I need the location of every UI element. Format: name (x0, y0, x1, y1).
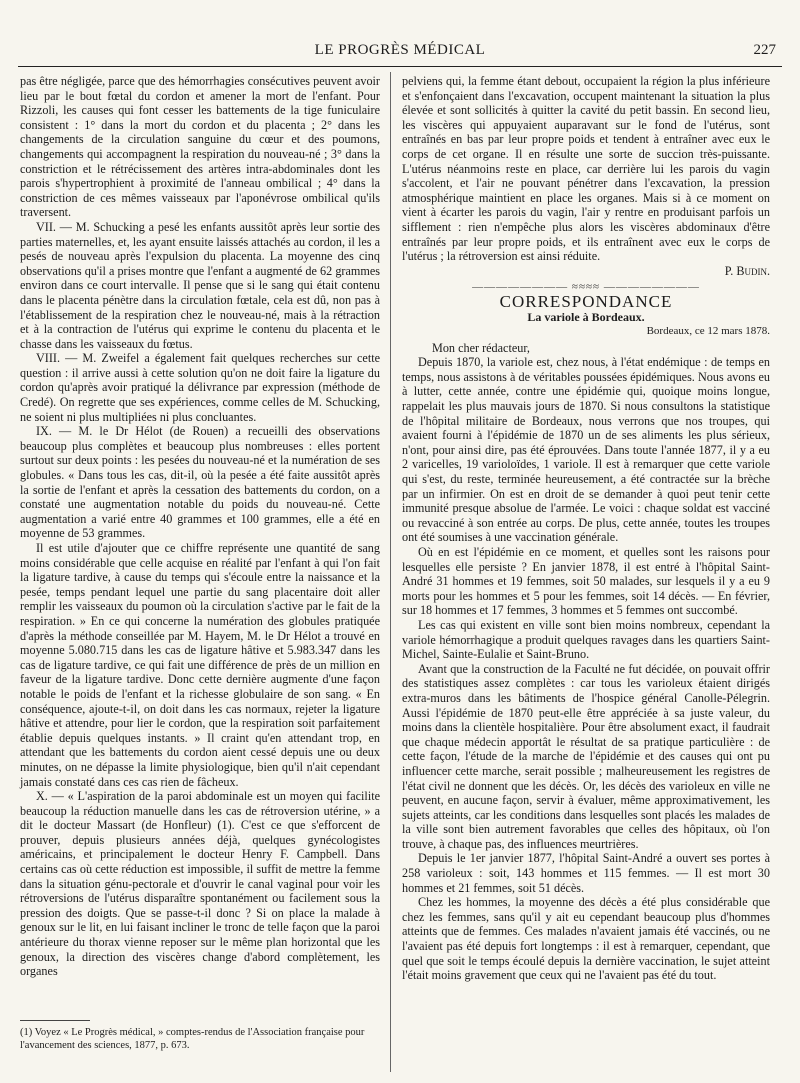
column-divider (390, 72, 391, 1072)
letter-paragraph: Les cas qui existent en ville sont bien moins nombreux, cependant la variole hémorrhagique a produit quelques ravages dans les quartiers Saint-Michel, Sainte-Eulalie et Saint-Bruno. (402, 617, 770, 662)
right-column (402, 74, 770, 983)
letter-paragraph: Où en est l'épidémie en ce moment, et quelles sont les raisons pour lesquelles elle persiste ? En janvier 1878, il est entré à l'hôpital Saint-André 31 hommes et 19 femmes, soit 50 malades, sur lesquels il y a eu 9 morts pour les hommes et 5 pour les femmes, soit 14 décès. — En février, sur 18 hommes et 17 femmes, 3 hommes et 5 femmes ont succombé. (402, 545, 770, 618)
paragraph-x: X. — « L'aspiration de la paroi abdominale est un moyen qui facilite beaucoup la réduction manuelle dans les cas de rétroversion utérine, » a dit le docteur Massart (de Honfleur) (1). C'est ce que s'efforcent de prouver, depuis plusieurs années déjà, quelques gynécologistes américains, et principalement le docteur Henry F. Campbell. Dans certains cas où cette réduction est impossible, il suffit de mettre la femme dans la situation génu-pectorale et d'ouvrir le canal vaginal pour voir les rétroversions de l'utérus disparaître spontanément ou facilement sous la pression des doigts. Que se passe-t-il donc ? Si on place la malade à genoux sur le lit, en lui faisant incliner le tronc de telle façon que la paroi antérieure du thorax vienne reposer sur le même plan horizontal que les genoux, la direction des viscères change d'abord complètement, les organes (20, 789, 380, 979)
section-title: CORRESPONDANCE (499, 291, 673, 311)
letter-paragraph: Chez les hommes, la moyenne des décès a été plus considérable que chez les femmes, sans qu'il y ait eu cependant beaucoup plus d'hommes atteints que de femmes. Ces malades n'avaient jamais été vaccinés, ou ne l'avaient pas été depuis fort longtemps : il est à remarquer, cependant, que quel que soit le temps écoulé depuis la dernière vaccination, le sujet atteint l'était moins gravement que ceux qui ne l'avaient pas été du tout. (402, 895, 770, 983)
letter-salutation: Mon cher rédacteur, (432, 340, 530, 355)
section-subtitle: La variole à Bordeaux. (527, 309, 645, 324)
paragraph-vii: VII. — M. Schucking a pesé les enfants aussitôt après leur sortie des parties maternelles, et, les ayant ensuite laissés attachés au cordon, il les a pesés de nouveau après l'expulsion du placenta. La moyenne des cinq observations qu'il a prises montre que l'enfant a augmenté de 62 grammes environ dans ce court intervalle. Il pense que si le sang qui était contenu dans le placenta pénètre dans la circulation fœtale, cela est dû, non pas à l'établissement de la respiration chez le nouveau-né, mais à la rétraction et à la contraction de l'utérus qui exprime le contenu du placenta et le chasse dans les vaisseaux du fœtus. (20, 219, 380, 351)
footnote: (1) Voyez « Le Progrès médical, » comptes-rendus de l'Association française pour l'avancement des sciences, 1877, p. 673. (20, 1027, 365, 1051)
letter-paragraph: Depuis 1870, la variole est, chez nous, à l'état endémique : de temps en temps, nous assistons à de véritables poussées épidémiques. Nous avons eu à lutter, cette année, contre une épidémie qui, quoique moins longue, rappelait les plus mauvais jours de 1870. Si nous consultons la statistique de l'hôpital militaire de Bordeaux, nous verrons que nos troupes, qui avaient fourni à l'épidémie de 1870 un de ses aliments les plus sérieux, n'ont, pour ainsi dire, pas été éprouvées. Dans toute l'année 1877, il y a eu 2 varicelles, 19 varioloïdes, 1 variole. Il est à remarquer que cette variole qui s'est, du reste, terminée heureusement, a été contractée sur la brèche par un infirmier. On est en droit de se demander à quoi peut tenir cette immunité presque absolue de l'armée. Le voici : chaque soldat est vacciné ou revacciné à son entrée au corps. De plus, cette année, toutes les troupes ont été soumises à une vaccination générale. (402, 355, 770, 545)
paragraph-ix-continued: Il est utile d'ajouter que ce chiffre représente une quantité de sang moins considérable que celle acquise en réalité par l'enfant à qui l'on fait la ligature tardive, à cause du temps qui s'écoule entre la naissance et la pesée, temps pendant lequel une partie du sang placentaire doit aller remplir les vaisseaux du poumon où la circulation s'active par le fait de la respiration. » En ce qui concerne la numération des globules pratiquée d'après la méthode conseillée par M. Hayem, M. le Dr Hélot a trouvé en moyenne 5.080.715 dans les cas de ligature hâtive et 5.983.347 dans les cas de ligature tardive, ce qui fait une différence de près de un million en faveur de la ligature tardive. Donc cette dernière augmente d'une façon notable le poids de l'enfant et la richesse globulaire de son sang. « En conséquence, ajoute-t-il, on doit dans les cas normaux, rejeter la ligature hâtive et attendre, pour lier le cordon, que la respiration soit parfaitement établie depuis quelques instants. » Il craint qu'en attendant trop, en attendant que les battements du cordon aient cessé depuis une ou deux minutes, on ne dépasse la limite physiologique, bien qu'il n'ait cependant jamais constaté dans ces cas rien de fâcheux. (20, 541, 380, 789)
paragraph-continuation: pas être négligée, parce que des hémorrhagies consécutives peuvent avoir lieu par le bout fœtal du cordon et amener la mort de l'enfant. Pour Rizzoli, les causes qui font cesser les battements de la tige funiculaire consistent : 1° dans la mort du cordon et du placenta ; 2° dans les changements de la circulation sanguine du cœur et des poumons, changements qui accompagnent la respiration du nouveau-né ; 3° dans la constriction et le rétrécissement des artères intra-abdominales dont les parois s'hypertrophient à proximité de l'anneau ombilical ; 4° dans la constriction de ces mêmes vaisseaux par l'aponévrose ombilical qu'ils traversent. (20, 74, 380, 220)
section-ornament: ———————— ≈≈≈≈ ———————— (472, 281, 700, 294)
left-column (20, 74, 380, 979)
page-number: 227 (753, 42, 776, 58)
paragraph-ix: IX. — M. le Dr Hélot (de Rouen) a recueilli des observations beaucoup plus complètes et beaucoup plus nombreuses : elles portent surtout sur deux points : les pesées du nouveau-né et la numération de ses globules. « Dans tous les cas, dit-il, où la pesée a été faite aussitôt après la sortie de l'enfant et après la cessation des battements du cordon, on a constaté une augmentation notable du poids du nouveau-né. Cette augmentation a varié entre 40 grammes et 100 grammes, elle a été en moyenne de 53 grammes. (20, 424, 380, 541)
paragraph-viii: VIII. — M. Zweifel a également fait quelques recherches sur cette question : il arrive aussi à cette solution qu'on ne doit faire la ligature du cordon qu'après avoir pratiqué la délivrance par expression (méthode de Credé). On regrette que ses expériences, comme celles de M. Schucking, ne soient ni plus multipliées ni plus concluantes. (20, 351, 380, 424)
author-signature: P. Budin. (724, 263, 770, 278)
footnote-rule (20, 1020, 90, 1021)
page-header (18, 42, 782, 64)
letter-paragraph: Avant que la construction de la Faculté ne fut décidée, on pouvait offrir des statistiques assez complètes : car tous les varioleux étaient dirigés extra-muros dans les bâtiments de l'hospice général Canolle-Pélegrin. Aussi l'épidémie de 1870 peut-elle être appréciée à sa juste valeur, du moins dans la clientèle hospitalière. Pour être absolument exact, il faudrait que chaque médecin apportât le résultat de sa pratique particulière : de cette façon, l'étude de la marche de l'épidémie et des causes qui ont pu influencer cette marche, serait possible ; malheureusement les registres de l'état civil ne donnent que les décès. Or, les décès des varioleux en ville ne peuvent, en aucune façon, servir à évaluer, même approximativement, les sujets atteints, car les conditions dans lesquelles sont placés les malades de la ville sont bien autrement favorables que celles des hôpitaux, où l'on trouve, à chaque pas, des influences meurtrières. (402, 661, 770, 851)
letter-paragraph: Depuis le 1er janvier 1877, l'hôpital Saint-André a ouvert ses portes à 258 varioleux : soit, 143 hommes et 115 femmes. — Il est mort 30 hommes et 21 femmes, soit 51 décès. (402, 851, 770, 895)
running-title: LE PROGRÈS MÉDICAL (314, 42, 486, 58)
header-rule (18, 66, 782, 67)
paragraph-continuation-right: pelviens qui, la femme étant debout, occupaient la région la plus inférieure et s'enfonçaient dans l'excavation, occupent maintenant la situation la plus élevée et sont sollicités à quitter la cavité du petit bassin. En second lieu, les viscères qui appuyaient auparavant sur le fond de l'utérus, sont entraînés en bas par leur propre poids et tendent à entraîner avec eux le corps de cet organe. Il en résulte une sorte de succion très-puissante. L'utérus néanmoins reste en place, car derrière lui les parois du vagin s'accolent, et l'air ne pouvant pénétrer dans l'excavation, la pression atmosphérique maintient en place les organes. Mais si à ce moment on vient à écarter les parois du vagin, l'air y rentre en produisant parfois un sifflement : rien n'empêche plus alors les viscères abdominaux d'être entraînés par leur propre poids, et ils entraînent avec eux le corps de l'utérus ; la rétroversion est ainsi réduite. (402, 74, 770, 264)
letter-dateline: Bordeaux, ce 12 mars 1878. (646, 325, 770, 338)
